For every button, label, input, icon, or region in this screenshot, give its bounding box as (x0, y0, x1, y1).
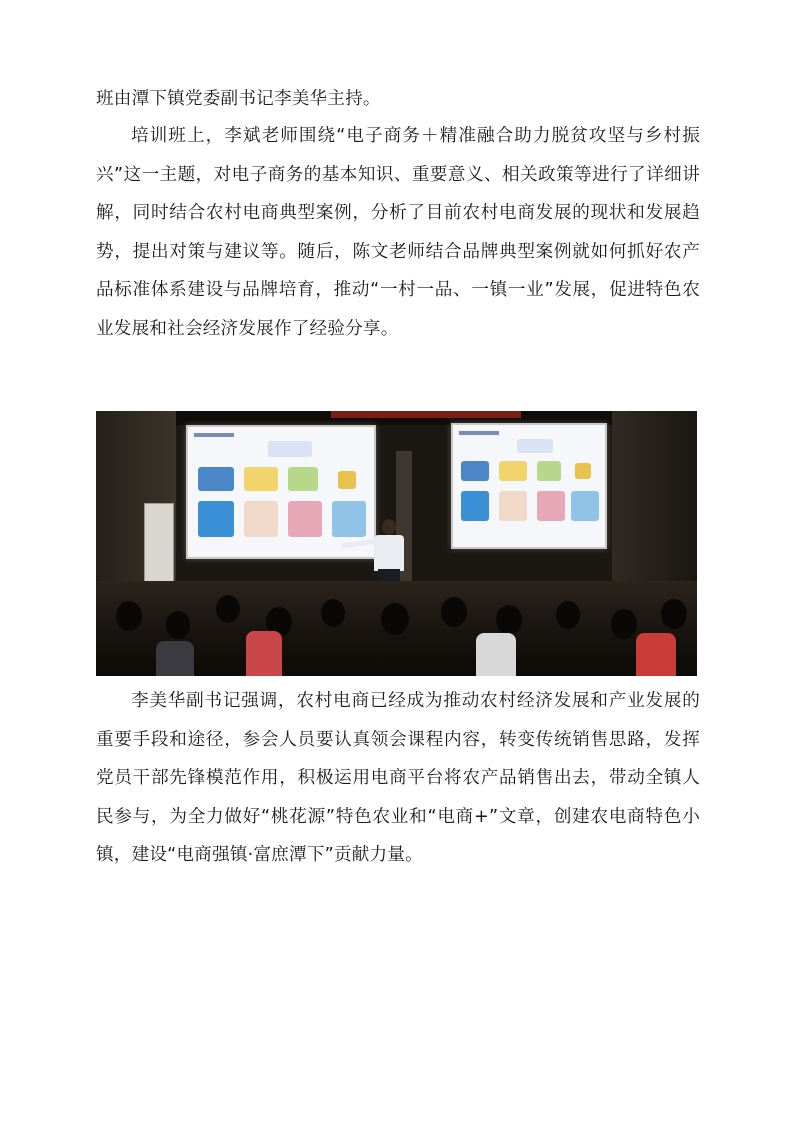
slide-logo (499, 491, 527, 521)
slide-logo (537, 491, 565, 521)
slide-logo (198, 467, 234, 491)
slide-logo (517, 439, 553, 453)
slide-logo (571, 491, 599, 521)
paragraph-intro-end: 班由潭下镇党委副书记李美华主持。 (96, 89, 381, 109)
slide-logo (268, 441, 312, 457)
projection-screen-left (186, 425, 376, 559)
slide-logo (288, 467, 318, 491)
slide-logo (499, 461, 527, 481)
presenter (366, 519, 414, 589)
paragraph-training-content: 培训班上，李斌老师围绕“电子商务＋精准融合助力脱贫攻坚与乡村振兴”这一主题，对电子商务的基本知识、重要意义、相关政策等进行了详细讲解，同时结合农村电商典型案例，分析了目前农村电商发展的现状和发展趋势，提出对策与建议等。随后，陈文老师结合品牌典型案例就如何抓好农产品标准体系建设与品牌培育，推动“一村一品、一镇一业”发展，促进特色农业发展和社会经济发展作了经验分享。 (96, 126, 700, 339)
slide-logo (537, 461, 561, 481)
photo-red-banner (331, 411, 521, 418)
slide-logo (288, 501, 322, 537)
slide-header-bar (194, 433, 234, 437)
slide-header-bar (459, 431, 499, 435)
projection-screen-right (451, 423, 607, 549)
paragraph-emphasis: 李美华副书记强调，农村电商已经成为推动农村经济发展和产业发展的重要手段和途径，参会人员要认真领会课程内容，转变传统销售思路，发挥党员干部先锋模范作用，积极运用电商平台将农产品销售出去，带动全镇人民参与，为全力做好“桃花源”特色农业和“电商+”文章，创建农电商特色小镇，建设“电商强镇·富庶潭下”贡献力量。 (96, 691, 700, 865)
slide-logo (332, 501, 366, 537)
slide-logo (461, 491, 489, 521)
training-session-photo (96, 411, 697, 676)
slide-logo (575, 463, 591, 479)
slide-logo (338, 471, 356, 489)
slide-logo (244, 467, 278, 491)
slide-logo (244, 501, 278, 537)
slide-logo (198, 501, 234, 537)
audience (96, 581, 697, 676)
slide-logo (461, 461, 489, 481)
